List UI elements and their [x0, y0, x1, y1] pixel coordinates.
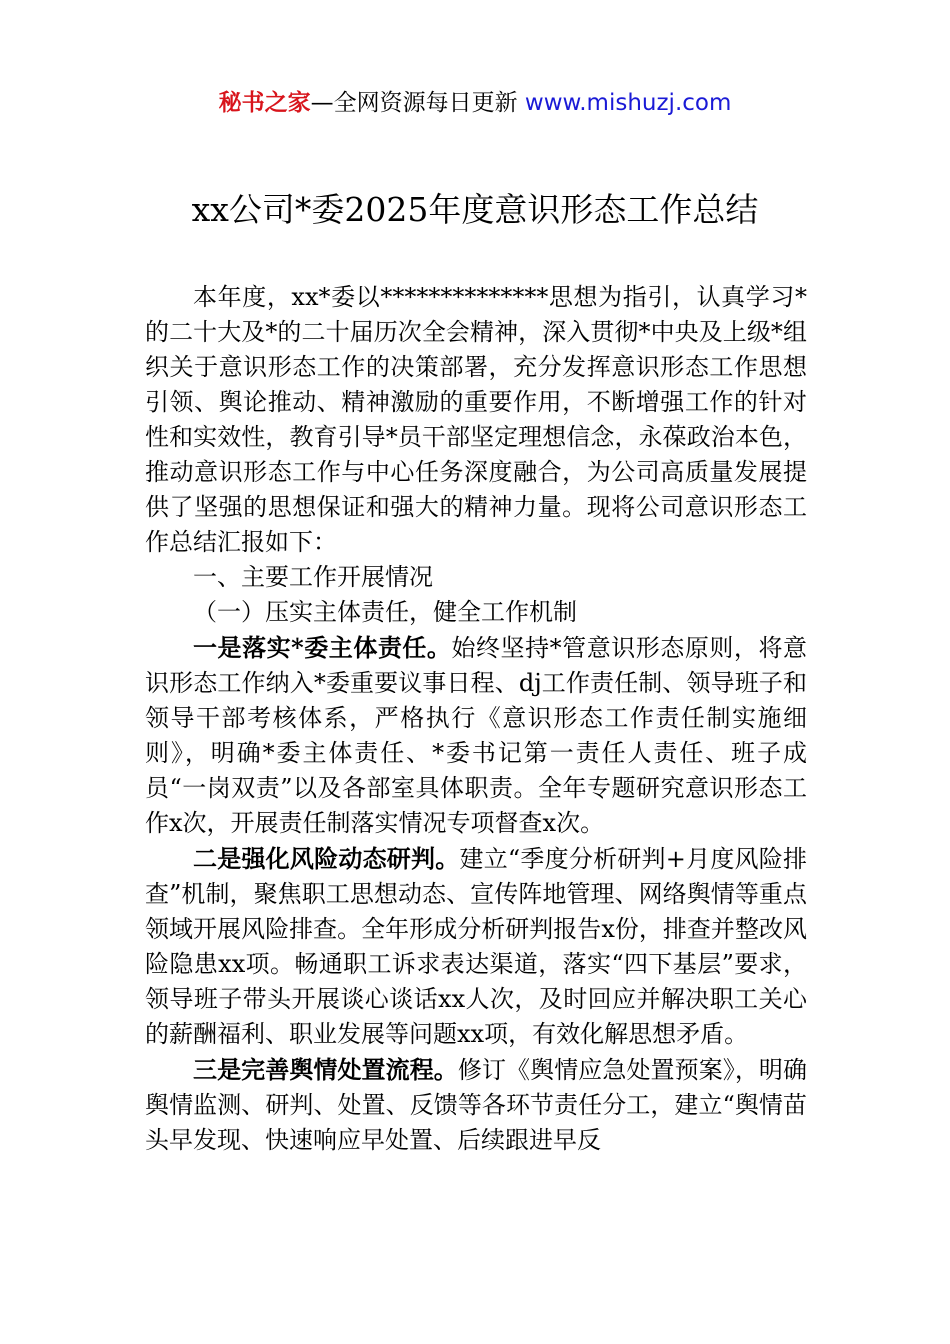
header-slogan: —全网资源每日更新	[310, 90, 525, 116]
brand-name: 秘书之家	[218, 90, 311, 116]
site-url-link[interactable]: www.mishuzj.com	[524, 90, 732, 116]
section-heading: 一、主要工作开展情况	[193, 563, 433, 591]
body-paragraph	[145, 841, 807, 1052]
paragraph-text: 修订《舆情应急处置预案》，明确舆情监测、研判、处置、反馈等各环节责任分工，建立“舆情苗头早发现、快速响应早处置、后续跟进早反	[145, 1056, 808, 1154]
paragraph-lead: 三是完善舆情处置流程。	[193, 1055, 458, 1084]
document-title: xx公司*委2025年度意识形态工作总结	[191, 190, 759, 229]
body-paragraph	[145, 1052, 807, 1158]
document-body	[145, 280, 807, 1158]
header-banner	[0, 86, 950, 120]
paragraph-text: 建立“季度分析研判+月度风险排查”机制，聚焦职工思想动态、宣传阵地管理、网络舆情等重点领域开展风险排查。全年形成分析研判报告x份，排查并整改风险隐患xx项。畅通职工诉求表达渠道，落实“四下基层”要求，领导班子带头开展谈心谈话xx人次，及时回应并解决职工关心的薪酬福利、职业发展等问题xx项，有效化解思想矛盾。	[145, 845, 807, 1048]
paragraph-lead: 一是落实*委主体责任。	[193, 633, 452, 662]
subsection-heading: （一）压实主体责任，健全工作机制	[193, 598, 577, 626]
paragraph-lead: 二是强化风险动态研判。	[193, 844, 460, 873]
body-paragraph	[145, 630, 807, 841]
paragraph-text: 始终坚持*管意识形态原则，将意识形态工作纳入*委重要议事日程、dj工作责任制、领导班子和领导干部考核体系，严格执行《意识形态工作责任制实施细则》，明确*委主体责任、*委书记第一责任人责任、班子成员“一岗双责”以及各部室具体职责。全年专题研究意识形态工作x次，开展责任制落实情况专项督查x次。	[145, 634, 807, 837]
intro-paragraph: 本年度，xx*委以**************思想为指引，认真学习*的二十大及*的二十届历次全会精神，深入贯彻*中央及上级*组织关于意识形态工作的决策部署，充分发挥意识形态工作思想引领、舆论推动、精神激励的重要作用，不断增强工作的针对性和实效性，教育引导*员干部坚定理想信念，永葆政治本色，推动意识形态工作与中心任务深度融合，为公司高质量发展提供了坚强的思想保证和强大的精神力量。现将公司意识形态工作总结汇报如下：	[145, 283, 807, 556]
